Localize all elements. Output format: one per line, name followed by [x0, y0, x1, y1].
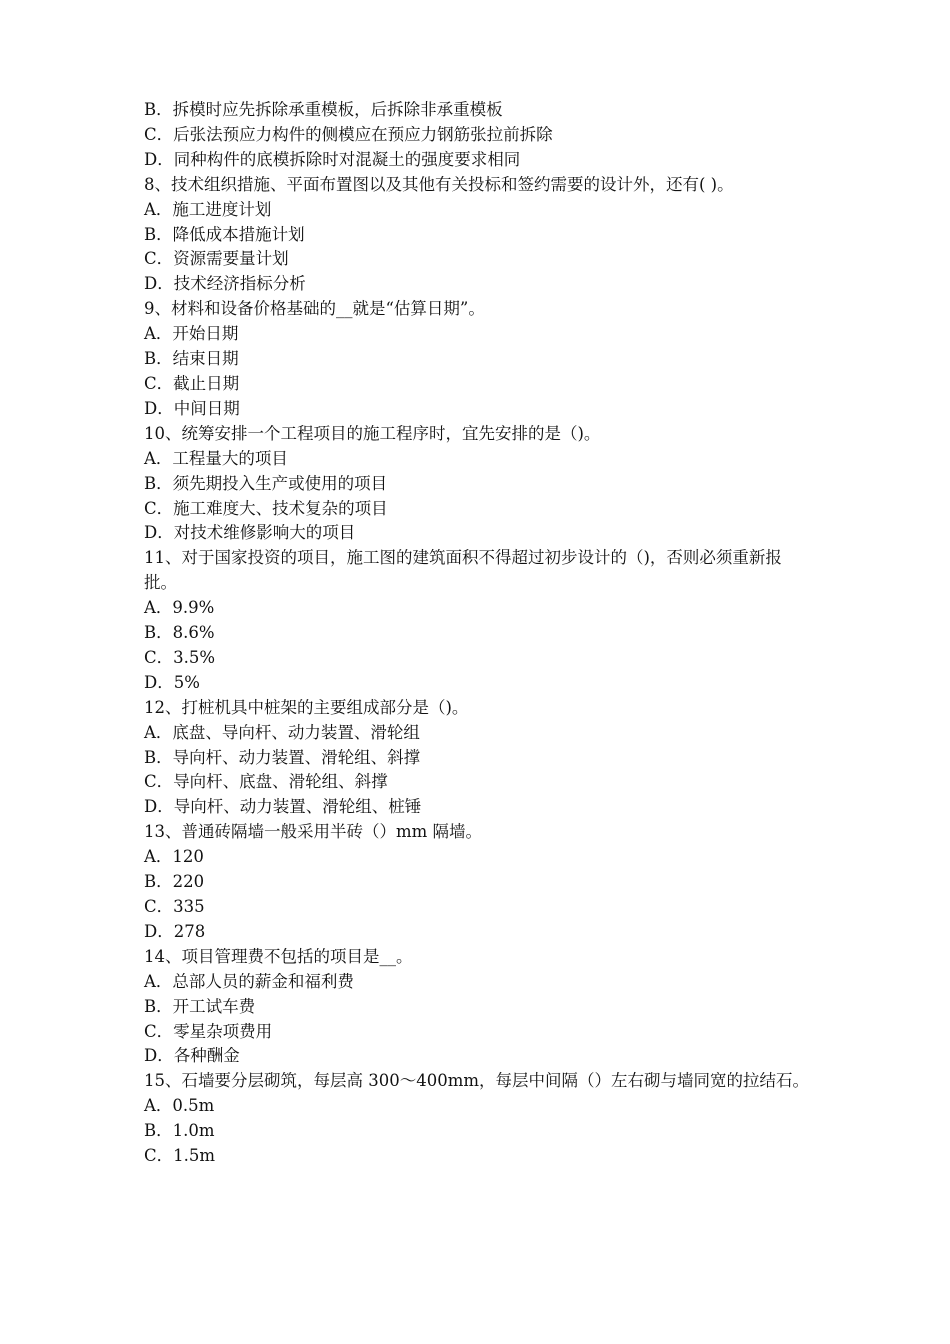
question-text: 10、统筹安排一个工程项目的施工程序时，宜先安排的是（)。 [144, 423, 601, 443]
question-text: 11、对于国家投资的项目，施工图的建筑面积不得超过初步设计的（)，否则必须重新报批。 [144, 548, 782, 593]
question-text: 12、打桩机具中桩架的主要组成部分是（)。 [144, 697, 469, 717]
option: D．同种构件的底模拆除时对混凝土的强度要求相同 [144, 149, 521, 169]
question-8 [144, 173, 814, 298]
option: B．结束日期 [144, 349, 239, 369]
option: A．工程量大的项目 [144, 448, 288, 468]
option: B．须先期投入生产或使用的项目 [144, 473, 388, 493]
option: B．8.6% [144, 623, 215, 643]
option: B．拆模时应先拆除承重模板，后拆除非承重模板 [144, 100, 503, 119]
option: D．技术经济指标分析 [144, 274, 306, 294]
option: A．开始日期 [144, 324, 239, 344]
option: B．开工试车费 [144, 996, 256, 1016]
option: D．导向杆、动力装置、滑轮组、桩锤 [144, 797, 422, 817]
option: C．后张法预应力构件的侧模应在预应力钢筋张拉前拆除 [144, 124, 553, 144]
question-12 [144, 696, 814, 821]
question-text: 14、项目管理费不包括的项目是__。 [144, 946, 413, 966]
option: B．220 [144, 872, 205, 892]
option: B．导向杆、动力装置、滑轮组、斜撑 [144, 747, 421, 767]
option: A．施工进度计划 [144, 199, 272, 219]
option: C．零星杂项费用 [144, 1021, 273, 1041]
question-11 [144, 546, 814, 695]
question-10 [144, 422, 814, 547]
option: C．资源需要量计划 [144, 249, 289, 269]
option: D．对技术维修影响大的项目 [144, 523, 356, 543]
option: D．5% [144, 672, 200, 692]
question-text: 15、石墙要分层砌筑，每层高 300～400mm，每层中间隔（）左右砌与墙同宽的拉结石。 [144, 1071, 810, 1091]
option: B．降低成本措施计划 [144, 224, 305, 244]
option: A．9.9% [144, 598, 215, 618]
question-14 [144, 945, 814, 1070]
option: C．截止日期 [144, 373, 240, 393]
option: C．335 [144, 897, 205, 916]
option: D．各种酬金 [144, 1046, 240, 1066]
question-text: 13、普通砖隔墙一般采用半砖（）mm 隔墙。 [144, 822, 483, 842]
option: A．120 [144, 847, 204, 867]
option: A．0.5m [144, 1096, 215, 1116]
option: A．底盘、导向杆、动力装置、滑轮组 [144, 722, 420, 742]
continuation-options [144, 98, 814, 173]
document-page [144, 98, 814, 1169]
option: C．3.5% [144, 647, 216, 667]
option: A．总部人员的薪金和福利费 [144, 971, 354, 991]
question-text: 9、材料和设备价格基础的__就是“估算日期”。 [144, 299, 485, 319]
question-15 [144, 1069, 814, 1169]
option: C．导向杆、底盘、滑轮组、斜撑 [144, 772, 388, 792]
question-text: 8、技术组织措施、平面布置图以及其他有关投标和签约需要的设计外，还有( )。 [144, 174, 734, 194]
option: C．施工难度大、技术复杂的项目 [144, 498, 388, 518]
option: D．278 [144, 921, 206, 941]
question-13 [144, 820, 814, 945]
option: D．中间日期 [144, 398, 240, 418]
option: B．1.0m [144, 1121, 215, 1141]
option: C．1.5m [144, 1146, 216, 1166]
question-9 [144, 297, 814, 422]
